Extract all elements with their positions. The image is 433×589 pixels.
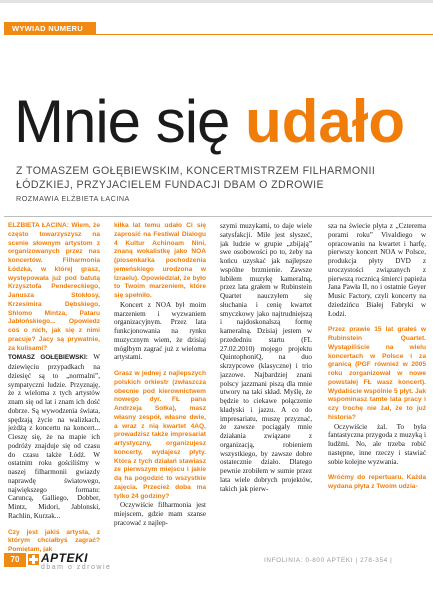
headline-light: Mnie się (14, 88, 246, 155)
question-2-cont: kiłka lat temu udało Ci się zaprosić na Festiwal Dialogu 4 Kultur Achinoam Nini, znaną wokalistkę jako NOA (piosenkarka pochodzenia jemeńskiego urodzona w Izraelu). Opowiedział, że było to Twoim marzeniem, które się spełniło. (114, 222, 206, 299)
page-top-edge (0, 0, 433, 3)
answer-3-cont: szymi muzykami, to daje wiele satysfakcji. Mile jest słyszeć, jak ludzie w grupie „zbijają” swe osobowości po to, żeby na końcu uzyskać jak najlepsze wspólne brzmienie. Zawsze lubiłem muzykę kameralną, przez lata grałem w Rubinstein Quartet nauczyłem się słuchania i cenię kwartet smyczkowy jako najtrudniejszą i najdoskonalszą formę kameralną. Dzisiaj jestem w przededniu startu (FL 27.02.2010) mojego projektu QuintophoniQ, na duo skrzypcowe (klasyczne) i trio jazzowe. Najbardziej znani polscy jazzmani piszą dla mnie utwory na taki skład. Myślę, że będzie to ciekawe połączenie kładyski i jazzu. A co do impresariatu, muszę przyznać, że zawsze pociągały mnie działania związane z organizacją, robieniem wszystkiego, by zawsze dobre ostatecznie działo. Dlatego pewnie zrobiłem w sumie przez lata wiele dobrych projektów, takich jak pierw- (220, 222, 312, 493)
deck-subtitle: Z TOMASZEM GOŁĘBIEWSKIM, KONCERTMISTRZEM FILHARMONII ŁÓDZKIEJ, PRZYJACIELEM FUNDACJI DBAM O ZDROWIE (16, 165, 376, 191)
answer-speaker: TOMASZ GOŁĘBIEWSKI: (8, 354, 88, 362)
infoline: INFOLINIA: 0-800 APTEKI | 278-354 | (264, 557, 393, 564)
answer-1 (8, 353, 100, 520)
page-footer (0, 553, 433, 589)
question-3: Grasz w jednej z najlepszych polskich orkiestr (zwłaszcza obecnie pod kierownictwem nowego dyr. FŁ pana Andrzeja Sołka), masz własny zespół, własne dwie, a wraz z nią kwartet 4AQ, prowadzisz także impresariat artystyczny, organizujesz koncerty, wydajesz płyty. Która z tych działań stawiasz ze pierwszym miejscu i jakie dą ha pogodzić to wszystkie zajęcia. Przecież doba ma tylko 24 godziny? (114, 370, 206, 500)
answer-3: Oczywiście filharmonia jest miejscem, gdzie mam szanse pracować z najlep- (114, 501, 206, 527)
pharmacy-cross-icon (28, 554, 39, 565)
section-rule (96, 34, 433, 35)
text-column-1 (8, 222, 100, 552)
text-column-3 (220, 222, 312, 552)
byline: ROZMAWIA ELŻBIETA ŁACINA (16, 194, 130, 203)
section-tab: WYWIAD NUMERU (4, 22, 96, 35)
headline (14, 88, 406, 155)
question-4: Przez prawie 15 lat grałeś w Rubinstein Quartet. Wystąpiliście na wielu koncertach w Polsce i za granicą (PGF również w 2005 roku zorganizował w nowe powstałej FŁ wasz koncert). Wydaliście wspólnie 5 płyt. Jak wspominasz tamte lata pracy i czy trochę nie żal, że to już historia? (328, 326, 426, 421)
headline-accent: udało (245, 88, 406, 155)
answer-3-end: sza na świecie płyta z „Czterema porami roku” Vivaldiego w opracowaniu na kwartet i harfę, pierwszy koncert NOA w Polsce, produkcja płyty DVD z uroczystości związanych z pierwszą rocznicą śmierci papieża Jana Pawła II, no i ostatnie Geyer Music Factory, czyli koncerty na dziedzińcu Białej Fabryki w Łodzi. (328, 222, 426, 318)
answer-2: Koncert z NOA był moim marzeniem i wyzwaniem organizacyjnym. Przez lata funkcjonowania na rynku muzycznym wiem, że dzisiaj mógłbym zagrać już z wieloma artystami. (114, 300, 206, 362)
divider (4, 216, 432, 217)
text-column-2 (114, 222, 206, 552)
answer-4: Oczywiście żal. To była fantastyczna przygoda z muzyką i ludźmi. No, ale trzeba robić następne, inne rzeczy i stawiać sobie kolejne wyzwania. (328, 422, 426, 466)
answer-1-text: W dziewięciu przypadkach na dziesięć są to „normalni”, sympatyczni ludzie. Przyznaję, że z wieloma z tych artystów znam się od lat i znam ich dość dobrze. Są wywodzenia świata, spędzają życie na walizkach, jeżdżą z koncertu na koncert... Cieszę się, że na mapie ich podróży znajduje się od czasu do czasu także Łódź. W ostatnim roku gościliśmy w naszej filharmonii gwiazdy naprawdę światowego, największego formatu: Caruncą, Galliego, Dobber, Mintz, Midori, Jablonski, Rachlin, Kurzak... (8, 353, 100, 520)
logo-text: APTEKI (41, 551, 89, 565)
page-number: 70 (4, 553, 26, 567)
question-2: Czy jest jakiś artysta, z którym chciałbyś zagrać? Pomiętam, jak (8, 528, 100, 552)
logo-tagline: dbam o zdrowie (41, 564, 112, 571)
text-column-4 (328, 222, 426, 552)
question-1: ELŻBIETA ŁACINA: Wiem, że często towarzyszysz na scenie słownym artystom z organizowanych przez nas koncertów. Filharmonia Łódzka, w której grasz, występowała już pod batutą Krzysztofa Pendereckiego, Janusza Stokłosy, Krzesimira Dębskiego, Shlomo Mintza, Pataru Jabłońskiego... Opowiedz coś o nich, jak się z nimi pracuje? Jacy są prywatnie, za kulisami? (8, 222, 100, 352)
question-5: Wróćmy do repertuaru. Każda wydana płyta z Twoim udzia- (328, 474, 426, 490)
